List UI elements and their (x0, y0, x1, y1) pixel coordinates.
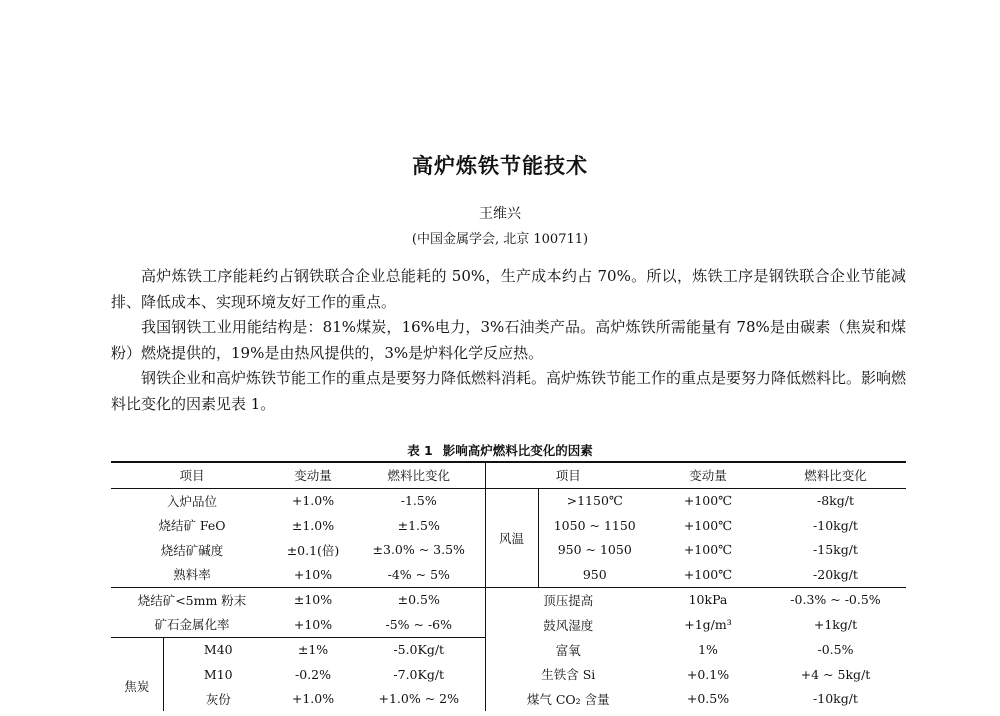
author-name: 王维兴 (479, 206, 521, 222)
left-item: 灰份 (205, 691, 231, 707)
left-change: +1.0% (291, 493, 335, 509)
right-item: 1050 ~ 1150 (538, 513, 651, 538)
right-item: 煤气 CO₂ 含量 (485, 687, 651, 712)
left-item: M10 (203, 666, 233, 682)
right-effect: +1kg/t (813, 617, 858, 632)
left-item: 入炉品位 (166, 493, 217, 509)
right-effect: -15kg/t (813, 542, 858, 558)
body-text (111, 264, 906, 417)
left-item: 矿石金属化率 (154, 617, 230, 633)
right-effect: +4 ~ 5kg/t (800, 666, 871, 682)
paragraph-3: 钢铁企业和高炉炼铁节能工作的重点是要努力降低燃料消耗。高炉炼铁节能工作的重点是要努力降低燃料比。影响燃料比变化的因素见表 1。 (111, 369, 907, 413)
left-effect: ±0.5% (353, 587, 485, 612)
right-item: 顶压提高 (485, 587, 651, 612)
right-item: 950 ~ 1050 (538, 538, 651, 563)
right-effect: -0.5% (817, 642, 854, 657)
header-item-left: 项目 (111, 462, 273, 488)
left-effect: -5.0Kg/t (353, 637, 485, 662)
table-row (111, 587, 906, 612)
left-item: 烧结矿 FeO (158, 518, 226, 534)
coke-group-label (111, 637, 163, 711)
right-effect: -10kg/t (813, 691, 858, 707)
left-effect: -1.5% (353, 488, 485, 513)
left-effect: -7.0Kg/t (353, 662, 485, 687)
left-item: M40 (163, 637, 273, 662)
left-effect: ±3.0% ~ 3.5% (353, 538, 485, 563)
blast-temp-group-label: 风温 (485, 488, 538, 587)
right-effect: -0.3% ~ -0.5% (790, 592, 881, 608)
left-change: +1.0% (291, 691, 335, 707)
right-effect: -10kg/t (813, 517, 858, 533)
left-change: ±1% (273, 637, 353, 662)
table-caption-text: 影响高炉燃料比变化的因素 (442, 443, 593, 458)
right-change: 10kPa (688, 592, 728, 608)
fuel-ratio-table (111, 461, 906, 711)
right-change: +100℃ (683, 517, 733, 533)
table-row (111, 612, 906, 637)
left-change: +10% (293, 566, 333, 582)
header-change-left: 变动量 (273, 462, 353, 488)
paragraph-2: 我国钢铁工业用能结构是：81%煤炭，16%电力，3%石油类产品。高炉炼铁所需能量有 78%是由碳素（焦炭和煤粉）燃烧提供的，19%是由热风提供的，3%是炉料化学反应热。 (111, 318, 906, 362)
left-effect: -4% ~ 5% (353, 562, 485, 587)
header-effect-left: 燃料比变化 (353, 462, 485, 488)
right-change: 1% (698, 642, 718, 657)
left-effect: +1.0% ~ 2% (353, 687, 485, 712)
table-number: 表 1 (407, 443, 433, 458)
left-item: 烧结矿碱度 (160, 542, 224, 558)
left-effect: ±1.5% (353, 513, 485, 538)
right-change: +100℃ (683, 493, 733, 509)
author-affiliation: (中国金属学会, 北京 100711) (411, 232, 589, 247)
right-change: +0.1% (686, 666, 730, 682)
right-change: +100℃ (651, 562, 765, 587)
table-row (111, 488, 906, 513)
right-effect: -8kg/t (817, 493, 854, 509)
right-item: 富氧 (485, 637, 651, 662)
right-item: 950 (538, 562, 651, 587)
left-item: 熟料率 (173, 567, 211, 583)
right-item: 生铁含 Si (485, 662, 651, 687)
paper-title: 高炉炼铁节能技术 (412, 154, 588, 178)
header-effect-right: 燃料比变化 (765, 462, 906, 488)
left-change: ±0.1(倍) (286, 542, 340, 558)
right-change: +1g/m³ (684, 617, 732, 632)
left-change: -0.2% (295, 666, 331, 682)
right-item: 鼓风湿度 (485, 612, 651, 637)
table-caption (0, 441, 1000, 459)
table-row (111, 662, 906, 687)
header-change-right: 变动量 (651, 462, 765, 488)
right-effect: -20kg/t (765, 562, 906, 587)
table-row (111, 637, 906, 662)
left-change: +10% (293, 616, 333, 632)
coke-group-text: 焦炭 (124, 679, 150, 695)
right-change: +100℃ (683, 542, 733, 558)
left-change: ±1.0% (291, 517, 335, 533)
left-change: ±10% (273, 587, 353, 612)
right-item: >1150℃ (538, 488, 651, 513)
header-item-right: 项目 (485, 462, 651, 488)
right-change: +0.5% (686, 691, 730, 707)
left-effect: -5% ~ -6% (353, 612, 485, 637)
table-row (111, 687, 906, 712)
table-header-row (111, 462, 906, 488)
left-item: 烧结矿<5mm 粉末 (111, 587, 273, 612)
paragraph-1: 高炉炼铁工序能耗约占钢铁联合企业总能耗的 50%，生产成本约占 70%。所以，炼铁工序是钢铁联合企业节能减排、降低成本、实现环境友好工作的重点。 (111, 267, 906, 311)
